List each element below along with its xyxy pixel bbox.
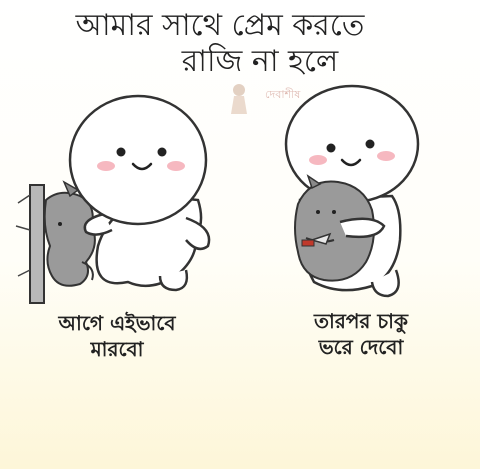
cheek-right <box>167 161 185 171</box>
left-scene <box>16 96 209 303</box>
right-scene <box>286 86 418 296</box>
caption-right-line-2: ভরে দেবো <box>318 335 404 359</box>
title-line-1: আমার সাথে প্রেম করতে <box>75 8 365 43</box>
caption-right-line-1: তারপর চাকু <box>314 309 408 333</box>
caption-right <box>266 308 456 360</box>
watermark-text: দেবাশীষ <box>265 88 301 101</box>
wall <box>30 185 44 303</box>
caption-left-line-2: মারবো <box>90 337 144 361</box>
caption-left <box>22 310 212 362</box>
blob-character-left <box>70 96 209 290</box>
cheek-left <box>97 161 115 171</box>
caption-left-line-1: আগে এইভাবে <box>58 311 176 335</box>
title-line-2: রাজি না হলে <box>181 44 339 79</box>
